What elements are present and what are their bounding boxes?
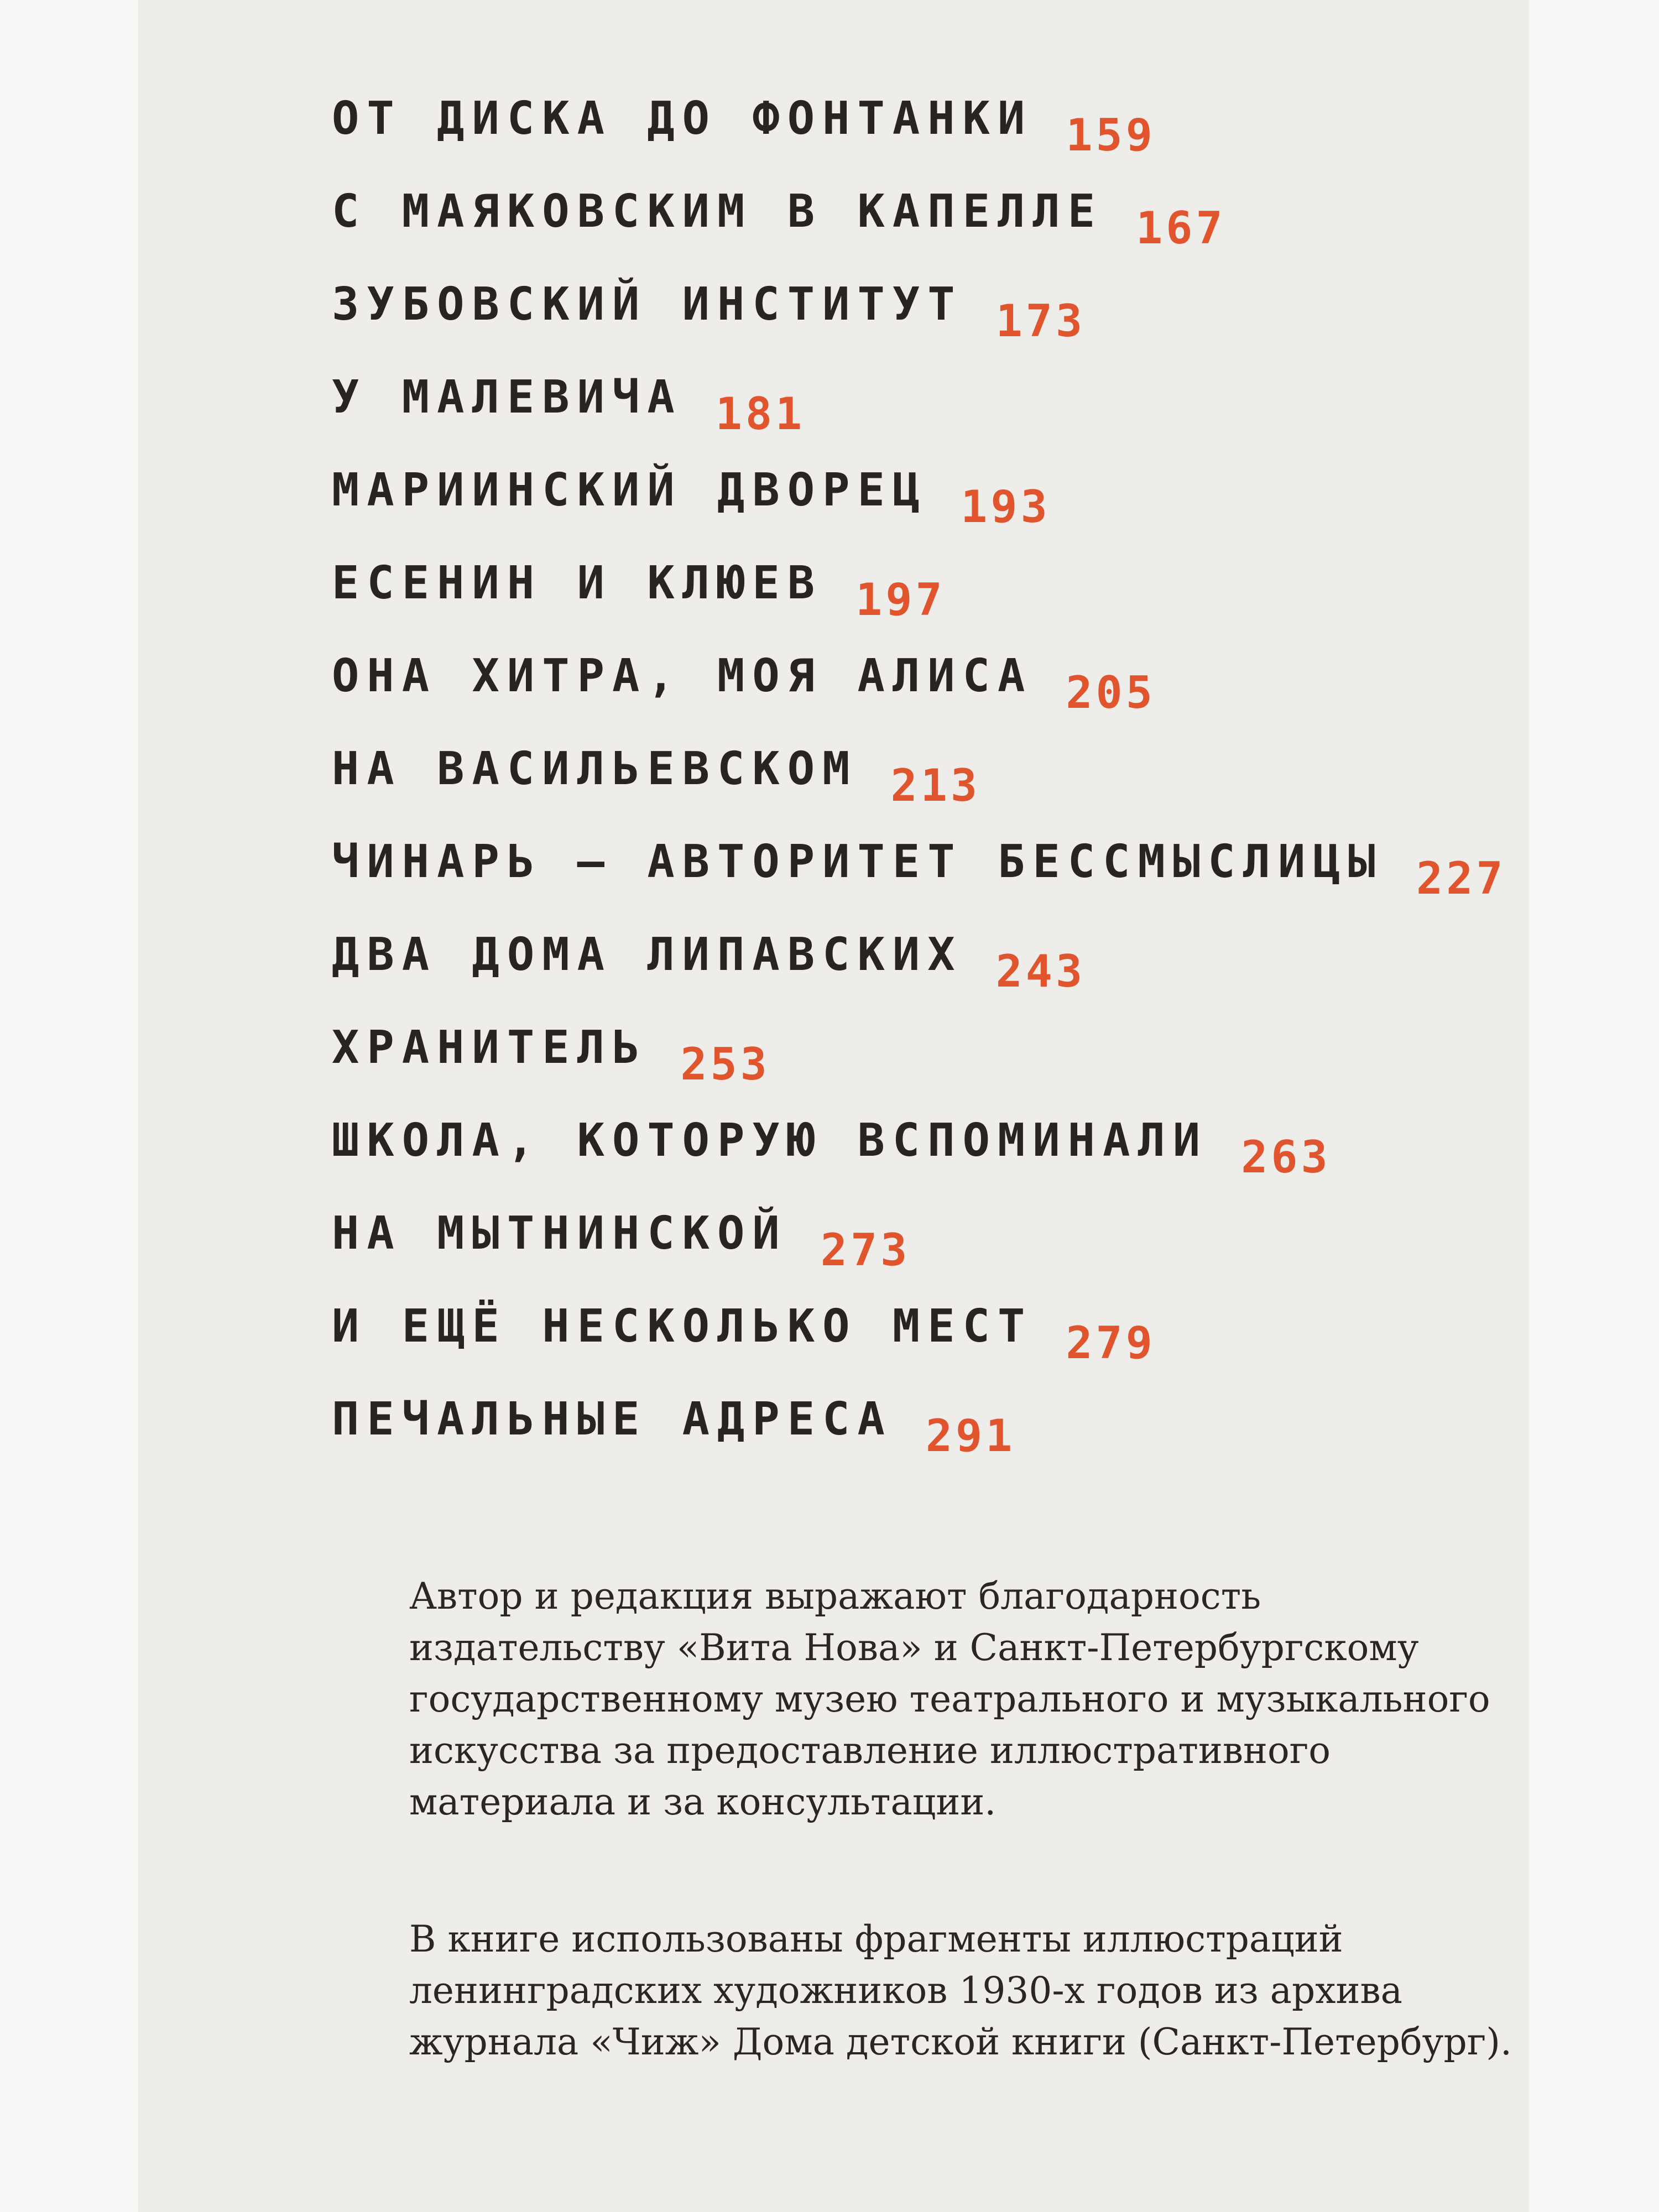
toc-entry: [332, 649, 1506, 742]
toc-entry-title: НА МЫТНИНСКОЙ: [332, 1207, 787, 1260]
table-of-contents: [332, 91, 1506, 1485]
paragraph-line: Автор и редакция выражают благодарность: [409, 1575, 1261, 1618]
toc-entry-title: ЗУБОВСКИЙ ИНСТИТУТ: [332, 278, 963, 331]
paragraph-line: издательству «Вита Нова» и Санкт-Петербургскому: [409, 1626, 1419, 1669]
toc-entry: [332, 742, 1506, 834]
toc-entry: [332, 1206, 1506, 1299]
paragraph-line: искусства за предоставление иллюстративного: [409, 1729, 1331, 1772]
toc-entry-page-number: 205: [1066, 667, 1156, 718]
toc-entry-page-number: 243: [995, 946, 1086, 997]
toc-entry: [332, 1299, 1506, 1392]
toc-entry: [332, 184, 1506, 277]
toc-entry: [332, 277, 1506, 370]
paragraph-line: материала и за консультации.: [409, 1781, 997, 1823]
toc-entry-page-number: 291: [925, 1410, 1016, 1462]
paragraph-line: В книге использованы фрагменты иллюстраций: [409, 1918, 1343, 1960]
toc-entry: [332, 91, 1506, 184]
toc-entry-page-number: 173: [995, 295, 1086, 347]
paragraph-line: ленинградских художников 1930-х годов из архива: [409, 1969, 1402, 2012]
scan-margin-right: [1529, 0, 1659, 2212]
illustrations-note-paragraph: [326, 1913, 1512, 2068]
toc-entry-title: ЧИНАРЬ – АВТОРИТЕТ БЕССМЫСЛИЦЫ: [332, 836, 1384, 888]
toc-entry-page-number: 193: [961, 481, 1051, 533]
toc-entry-page-number: 253: [680, 1039, 770, 1090]
toc-entry: [332, 556, 1506, 649]
toc-entry-title: И ЕЩЁ НЕСКОЛЬКО МЕСТ: [332, 1300, 1033, 1353]
toc-entry-page-number: 213: [890, 760, 981, 811]
scan-margin-left: [0, 0, 138, 2212]
toc-entry: [332, 463, 1506, 556]
toc-entry-title: ХРАНИТЕЛЬ: [332, 1021, 648, 1074]
toc-entry: [332, 1392, 1506, 1485]
paragraph-line: государственному музею театрального и музыкального: [409, 1678, 1490, 1720]
toc-entry-title: ДВА ДОМА ЛИПАВСКИХ: [332, 928, 963, 981]
toc-entry-title: ОТ ДИСКА ДО ФОНТАНКИ: [332, 92, 1033, 145]
toc-entry-title: У МАЛЕВИЧА: [332, 371, 682, 424]
toc-entry-title: МАРИИНСКИЙ ДВОРЕЦ: [332, 464, 928, 517]
paragraph-line: журнала «Чиж» Дома детской книги (Санкт-Петербург).: [409, 2021, 1512, 2063]
toc-entry: [332, 927, 1506, 1020]
toc-entry-title: ЕСЕНИН И КЛЮЕВ: [332, 557, 823, 609]
toc-entry-page-number: 167: [1136, 202, 1226, 254]
toc-entry-title: НА ВАСИЛЬЕВСКОМ: [332, 743, 858, 795]
toc-entry-page-number: 197: [855, 574, 946, 625]
toc-entry-page-number: 181: [715, 388, 806, 440]
toc-entry-title: ОНА ХИТРА, МОЯ АЛИСА: [332, 650, 1033, 702]
toc-entry-title: ШКОЛА, КОТОРУЮ ВСПОМИНАЛИ: [332, 1114, 1208, 1167]
toc-entry-page-number: 227: [1416, 853, 1506, 904]
toc-entry-page-number: 263: [1241, 1131, 1331, 1183]
toc-entry-title: ПЕЧАЛЬНЫЕ АДРЕСА: [332, 1393, 893, 1446]
toc-entry: [332, 1020, 1506, 1113]
toc-entry-title: С МАЯКОВСКИМ В КАПЕЛЛЕ: [332, 185, 1103, 238]
toc-entry-page-number: 159: [1066, 109, 1156, 161]
toc-entry: [332, 370, 1506, 463]
toc-entry-page-number: 279: [1066, 1317, 1156, 1369]
acknowledgement-paragraph: [326, 1571, 1490, 1828]
toc-entry: [332, 1113, 1506, 1206]
toc-entry: [332, 834, 1506, 927]
toc-entry-page-number: 273: [820, 1224, 911, 1276]
